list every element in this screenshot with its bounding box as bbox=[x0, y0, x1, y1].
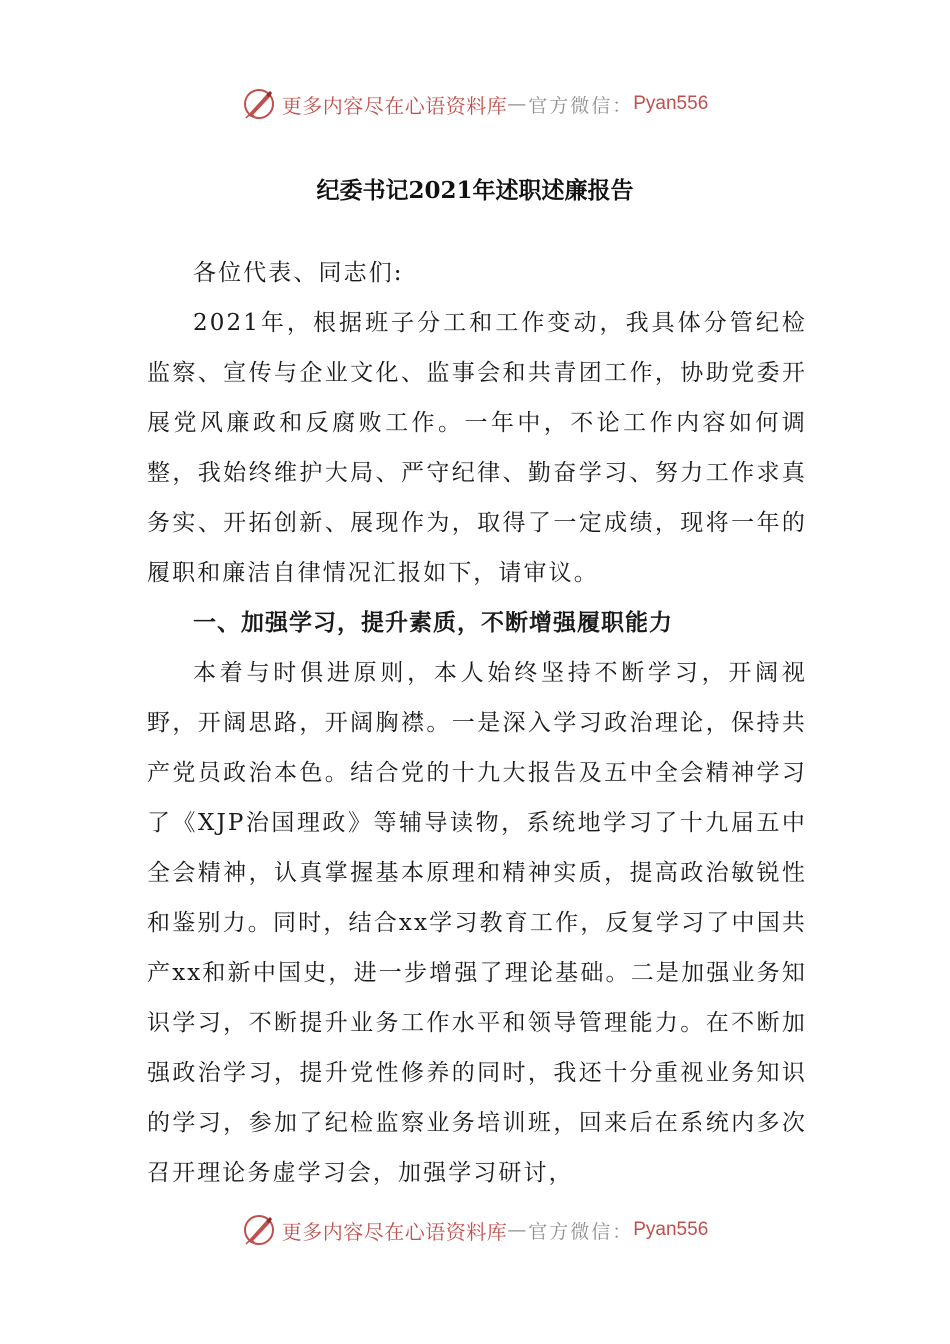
document-body bbox=[147, 248, 807, 1198]
watermark-separator: — bbox=[507, 1219, 529, 1241]
watermark-official-label: 官方微信： bbox=[528, 94, 634, 117]
section-paragraph: 本着与时俱进原则，本人始终坚持不断学习，开阔视野，开阔思路，开阔胸襟。一是深入学习政治理论，保持共产党员政治本色。结合党的十九大报告及五中全会精神学习了《XJP治国理政》等辅导读物，系统地学习了十九届五中全会精神，认真掌握基本原理和精神实质，提高政治敏锐性和鉴别力。同时，结合xx学习教育工作，反复学习了中国共产xx和新中国史，进一步增强了理论基础。二是加强业务知识学习，不断提升业务工作水平和领导管理能力。在不断加强政治学习，提升党性修养的同时，我还十分重视业务知识的学习，参加了纪检监察业务培训班，回来后在系统内多次召开理论务虚学习会，加强学习研讨， bbox=[147, 660, 807, 1186]
section-heading: 一、加强学习，提升素质，不断增强履职能力 bbox=[193, 610, 673, 636]
greeting-paragraph: 各位代表、同志们: bbox=[193, 260, 404, 286]
watermark-wechat-id: Pyan556 bbox=[633, 1219, 709, 1240]
watermark-header bbox=[0, 84, 950, 124]
watermark-official-label: 官方微信： bbox=[528, 1220, 634, 1243]
pen-circle-logo-icon bbox=[242, 1213, 276, 1247]
watermark-brand: 更多内容尽在心语资料库 bbox=[281, 93, 508, 118]
watermark-brand: 更多内容尽在心语资料库 bbox=[281, 1219, 508, 1244]
pen-circle-logo-icon bbox=[242, 87, 276, 121]
document-title: 纪委书记2021年述职述廉报告 bbox=[316, 177, 634, 204]
intro-paragraph: 2021年，根据班子分工和工作变动，我具体分管纪检监察、宣传与企业文化、监事会和共青团工作，协助党委开展党风廉政和反腐败工作。一年中，不论工作内容如何调整，我始终维护大局、严守纪律、勤奋学习、努力工作求真务实、开拓创新、展现作为，取得了一定成绩，现将一年的履职和廉洁自律情况汇报如下，请审议。 bbox=[147, 310, 807, 586]
watermark-footer bbox=[0, 1210, 950, 1250]
watermark-separator: — bbox=[507, 93, 529, 115]
watermark-wechat-id: Pyan556 bbox=[633, 93, 709, 114]
